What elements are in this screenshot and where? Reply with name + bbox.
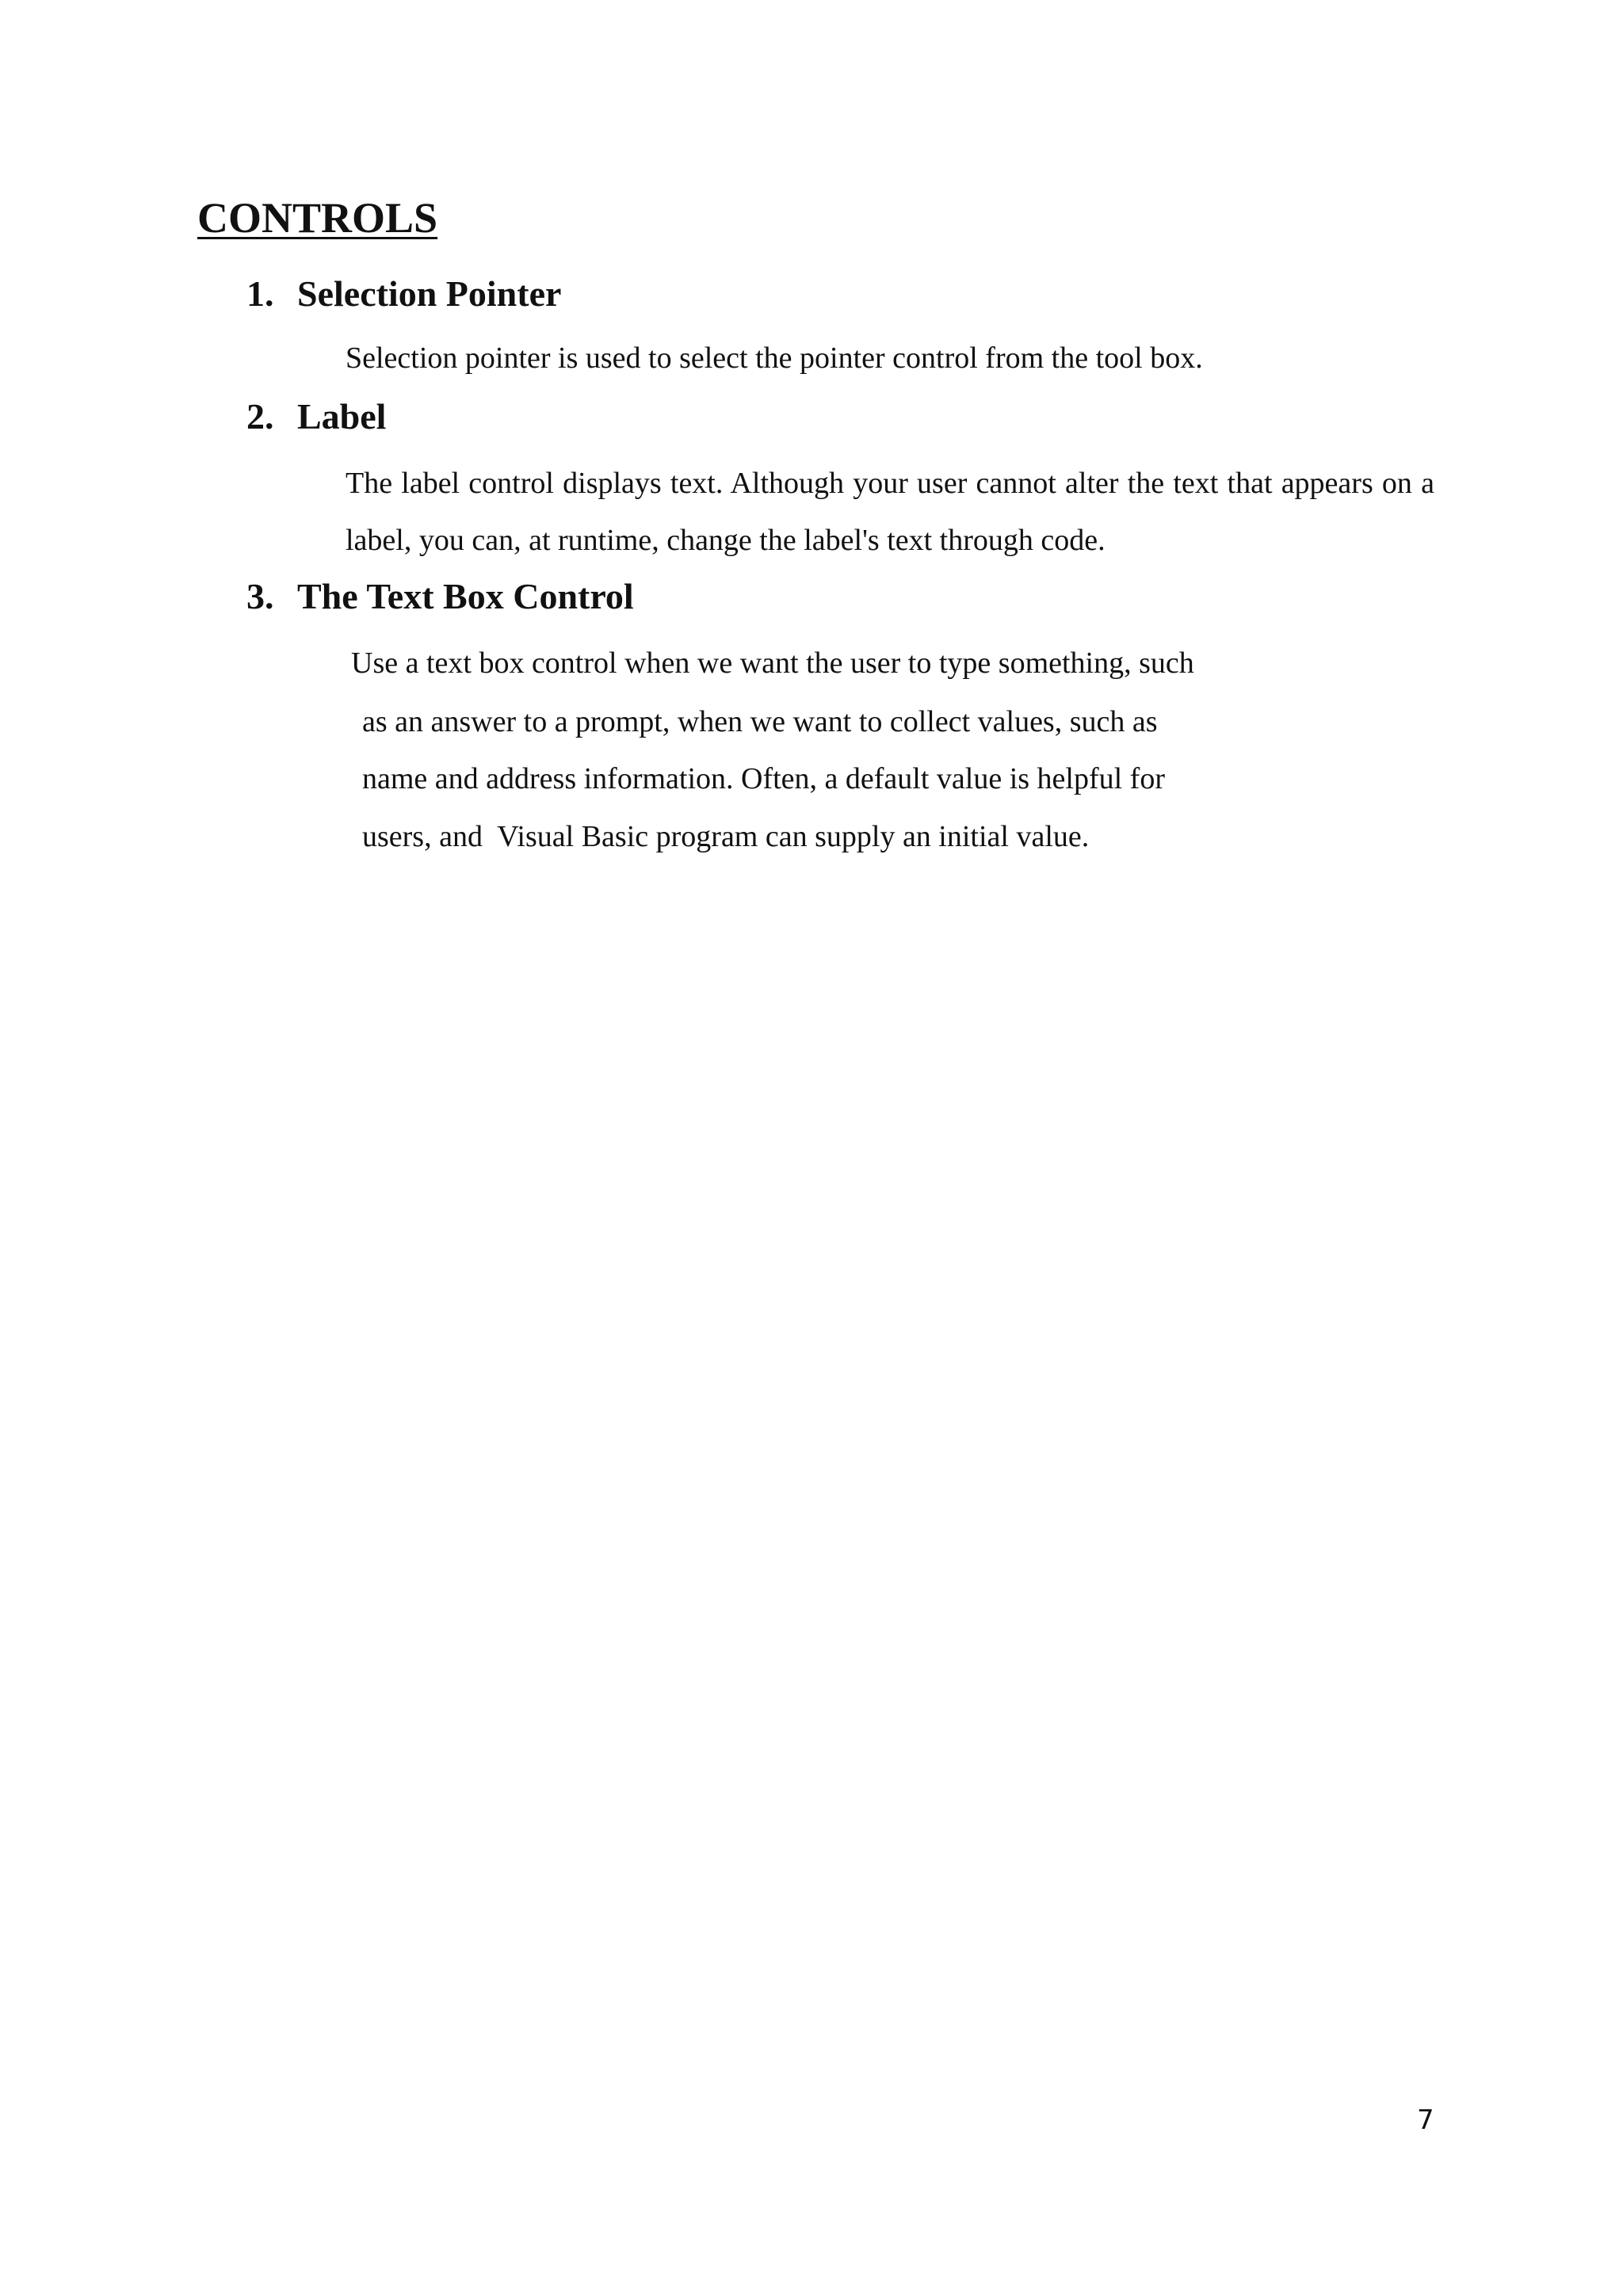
section-heading-label [246,397,386,437]
section-body-paragraph: The label control displays text. Although your user cannot alter the text that appears on a label, you can, at runtime, change the label's text through code. [346,467,1434,557]
page-number: 7 [1417,2104,1434,2136]
section-title: Selection Pointer [297,273,562,314]
section-heading-text-box-control [246,577,634,617]
section-number: 2. [246,396,274,437]
section-title: The Text Box Control [297,576,634,616]
section-body-line: name and address information. Often, a default value is helpful for [362,762,1165,795]
section-body-line: Selection pointer is used to select the pointer control from the tool box. [346,341,1203,375]
section-number: 1. [246,273,274,314]
page-title: CONTROLS [197,194,438,242]
section-title: Label [297,396,387,437]
section-body-line: users, and Visual Basic program can supply an initial value. [362,820,1090,853]
section-number: 3. [246,576,274,616]
section-body-line: Use a text box control when we want the user to type something, such [351,646,1194,680]
section-body-line: as an answer to a prompt, when we want to collect values, such as [362,705,1158,738]
section-heading-selection-pointer [246,274,561,315]
